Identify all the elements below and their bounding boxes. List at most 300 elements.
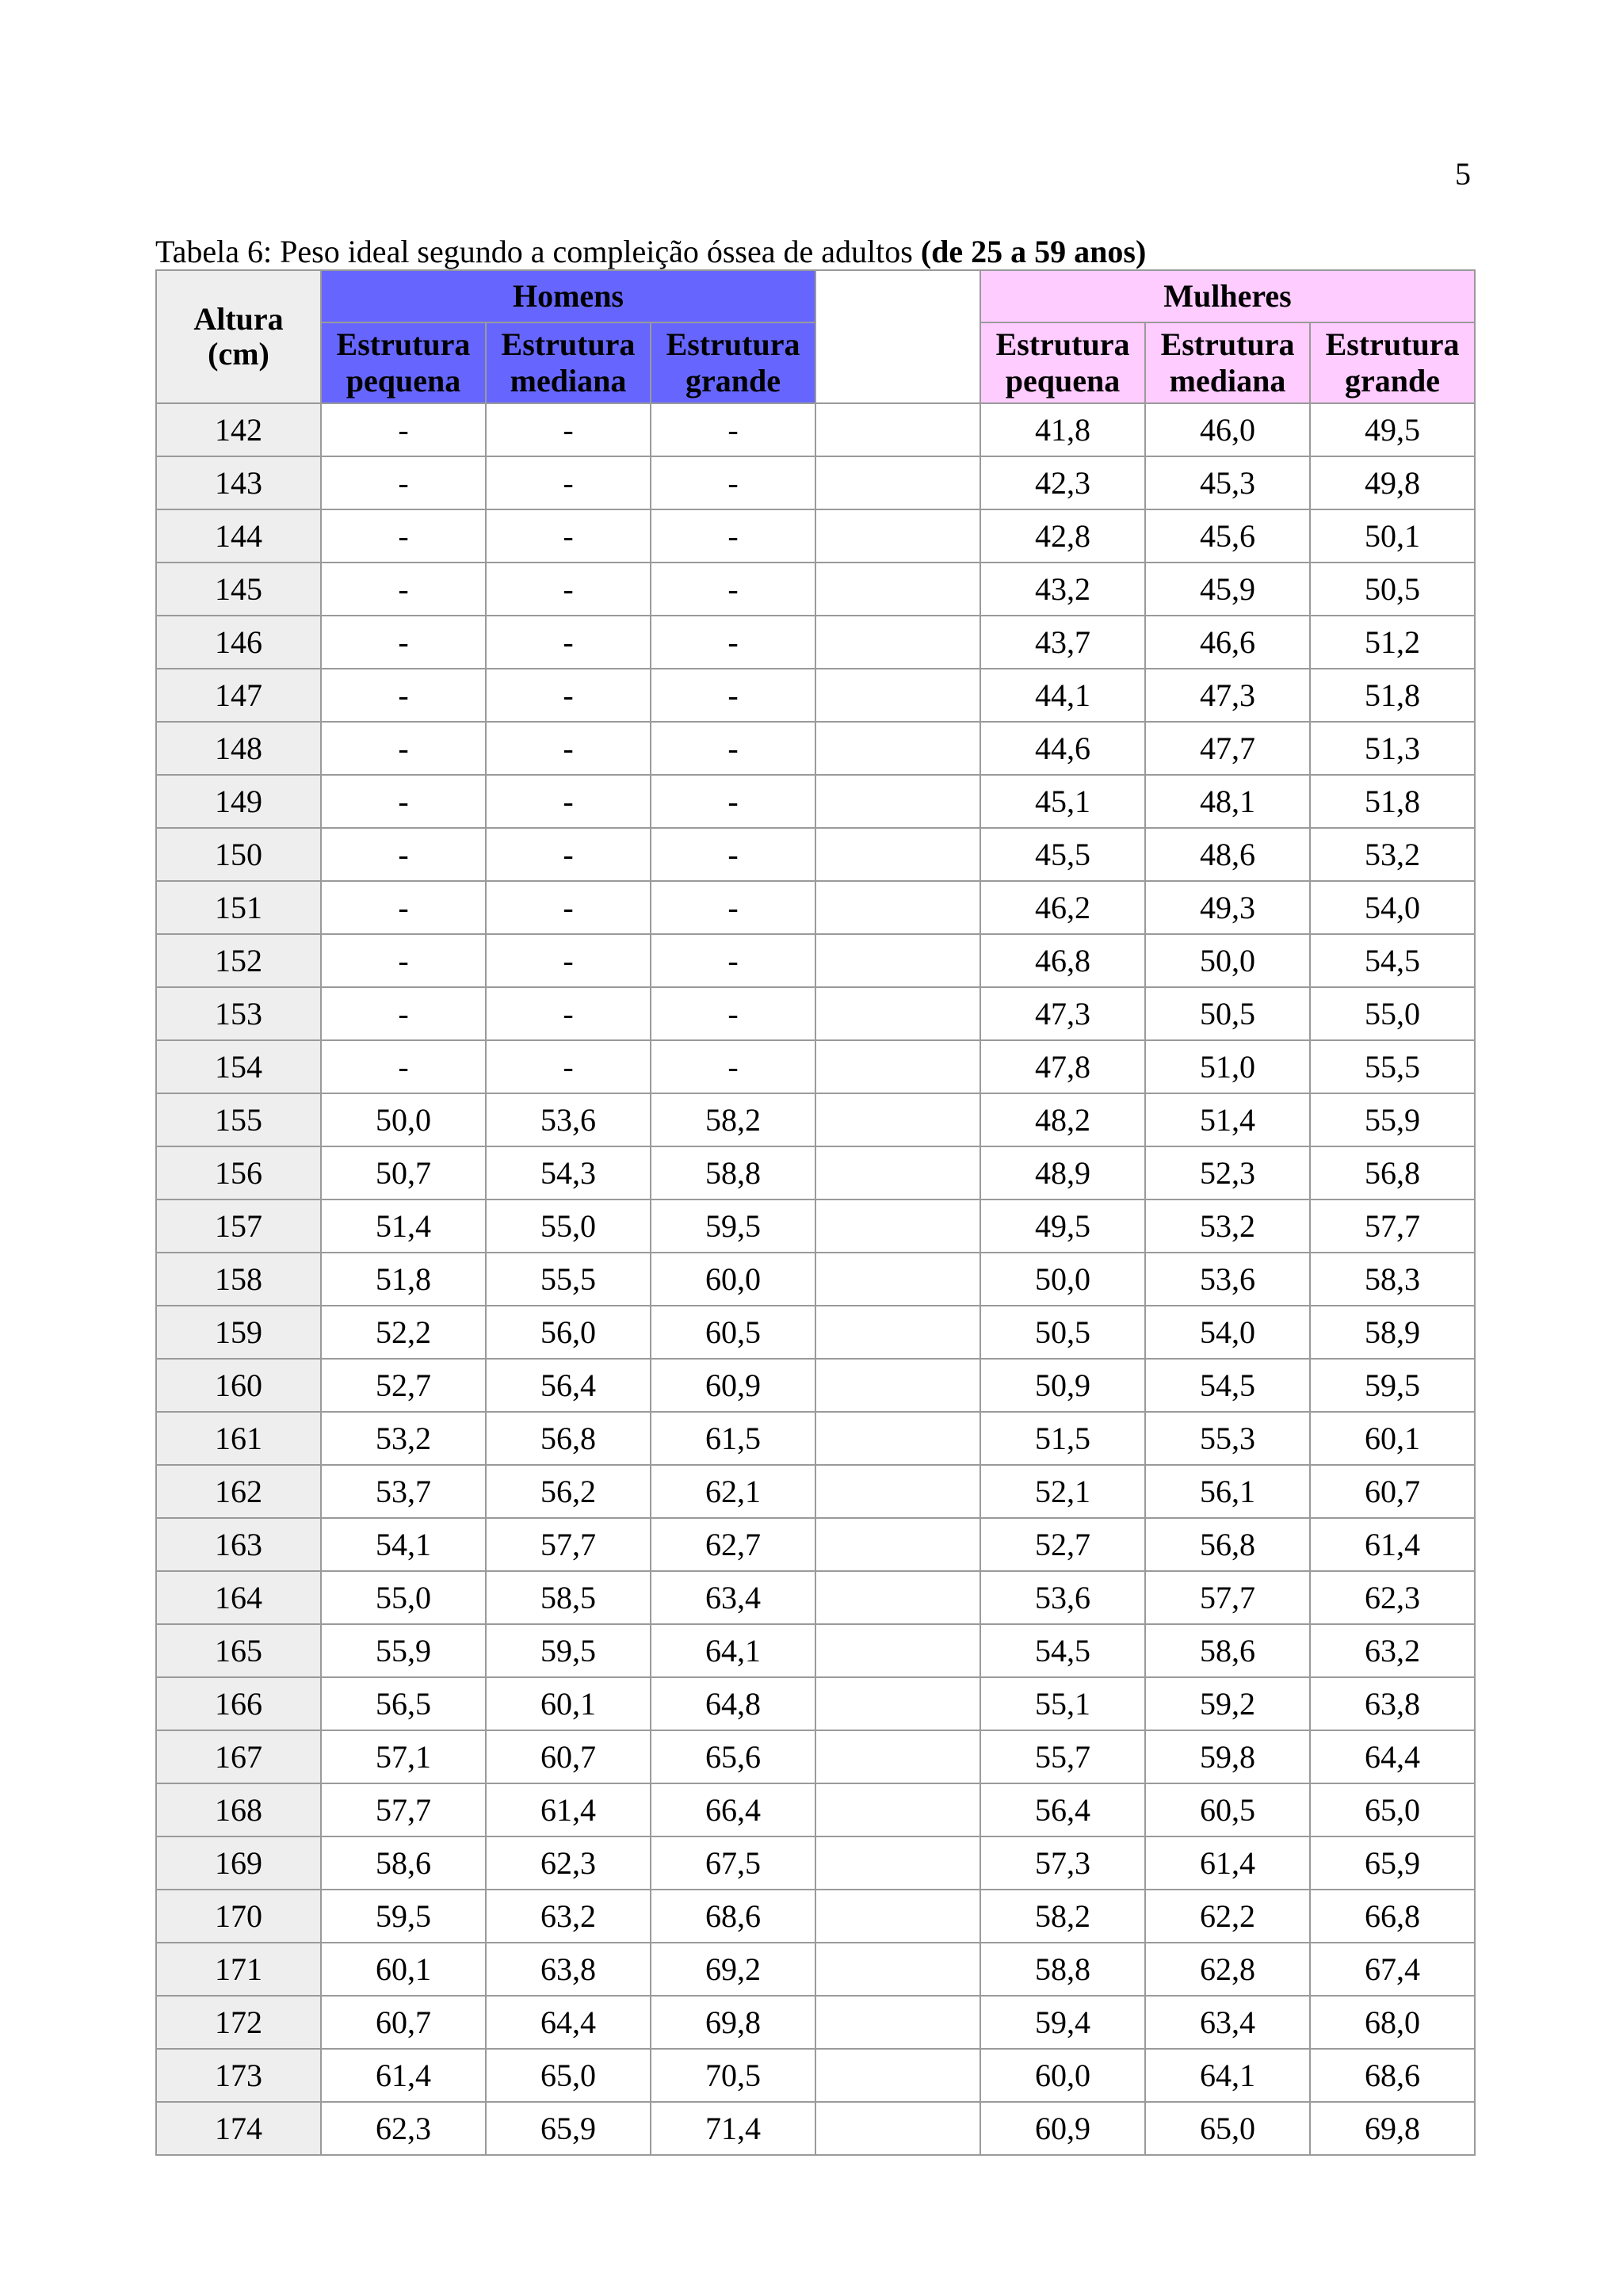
spacer-cell — [815, 1943, 980, 1996]
table-row — [156, 1836, 1475, 1890]
women-small-frame-cell: 41,8 — [980, 403, 1145, 456]
height-cell: 173 — [156, 2049, 321, 2102]
height-cell: 162 — [156, 1465, 321, 1518]
women-medium-frame-cell: 64,1 — [1145, 2049, 1310, 2102]
subheader-line1: Estrutura — [1325, 326, 1460, 362]
height-column-header — [156, 270, 321, 403]
height-cell: 149 — [156, 775, 321, 828]
men-large-frame-cell: 62,7 — [651, 1518, 815, 1571]
height-cell: 155 — [156, 1093, 321, 1146]
women-medium-frame-cell: 57,7 — [1145, 1571, 1310, 1624]
women-large-frame-cell: 55,5 — [1310, 1040, 1475, 1093]
women-small-frame-cell: 58,8 — [980, 1943, 1145, 1996]
women-large-frame-cell: 68,6 — [1310, 2049, 1475, 2102]
table-row — [156, 1730, 1475, 1783]
men-small-frame-cell: 52,2 — [321, 1306, 486, 1359]
women-medium-frame-cell: 59,2 — [1145, 1677, 1310, 1730]
men-large-frame-cell: 69,2 — [651, 1943, 815, 1996]
spacer-cell — [815, 1890, 980, 1943]
men-small-frame-cell: 52,7 — [321, 1359, 486, 1412]
height-cell: 161 — [156, 1412, 321, 1465]
spacer-cell — [815, 1412, 980, 1465]
women-medium-frame-cell: 45,6 — [1145, 509, 1310, 563]
men-group-header: Homens — [321, 270, 815, 322]
men-large-frame-cell: 58,2 — [651, 1093, 815, 1146]
subheader-line1: Estrutura — [995, 326, 1130, 362]
women-medium-frame-cell: 54,5 — [1145, 1359, 1310, 1412]
men-medium-frame-cell: - — [486, 775, 651, 828]
table-row — [156, 1677, 1475, 1730]
men-small-frame-cell: - — [321, 987, 486, 1040]
subheader-line2: pequena — [1005, 363, 1121, 399]
men-medium-frame-cell: 56,2 — [486, 1465, 651, 1518]
height-cell: 172 — [156, 1996, 321, 2049]
height-cell: 144 — [156, 509, 321, 563]
table-caption — [155, 233, 1146, 271]
table-row — [156, 616, 1475, 669]
spacer-cell — [815, 1359, 980, 1412]
men-medium-frame-cell: 53,6 — [486, 1093, 651, 1146]
women-small-frame-cell: 53,6 — [980, 1571, 1145, 1624]
women-small-frame-header — [980, 322, 1145, 403]
women-medium-frame-cell: 62,8 — [1145, 1943, 1310, 1996]
women-group-header: Mulheres — [980, 270, 1475, 322]
women-large-frame-header — [1310, 322, 1475, 403]
men-small-frame-cell: 56,5 — [321, 1677, 486, 1730]
men-medium-frame-cell: - — [486, 403, 651, 456]
women-medium-frame-cell: 60,5 — [1145, 1783, 1310, 1836]
men-large-frame-cell: 60,0 — [651, 1253, 815, 1306]
women-small-frame-cell: 60,9 — [980, 2102, 1145, 2155]
height-cell: 169 — [156, 1836, 321, 1890]
table-row — [156, 775, 1475, 828]
table-row — [156, 1465, 1475, 1518]
men-small-frame-cell: - — [321, 509, 486, 563]
men-large-frame-cell: 71,4 — [651, 2102, 815, 2155]
women-large-frame-cell: 63,2 — [1310, 1624, 1475, 1677]
women-medium-frame-cell: 46,6 — [1145, 616, 1310, 669]
table-row — [156, 1890, 1475, 1943]
men-large-frame-cell: 61,5 — [651, 1412, 815, 1465]
women-large-frame-cell: 54,0 — [1310, 881, 1475, 934]
table-row — [156, 1306, 1475, 1359]
men-small-frame-cell: - — [321, 616, 486, 669]
men-small-frame-cell: 61,4 — [321, 2049, 486, 2102]
women-medium-frame-cell: 47,7 — [1145, 722, 1310, 775]
women-medium-frame-cell: 45,9 — [1145, 563, 1310, 616]
men-large-frame-cell: - — [651, 828, 815, 881]
men-medium-frame-cell: 65,0 — [486, 2049, 651, 2102]
height-cell: 168 — [156, 1783, 321, 1836]
women-medium-frame-cell: 45,3 — [1145, 456, 1310, 509]
men-medium-frame-cell: 58,5 — [486, 1571, 651, 1624]
men-small-frame-cell: 50,0 — [321, 1093, 486, 1146]
men-small-frame-cell: 53,7 — [321, 1465, 486, 1518]
men-medium-frame-cell: 63,8 — [486, 1943, 651, 1996]
men-small-frame-cell: 57,7 — [321, 1783, 486, 1836]
subheader-line2: mediana — [1169, 363, 1286, 399]
men-small-frame-cell: - — [321, 403, 486, 456]
women-medium-frame-cell: 46,0 — [1145, 403, 1310, 456]
men-small-frame-cell: 55,9 — [321, 1624, 486, 1677]
height-header-label: Altura — [193, 301, 284, 337]
men-small-frame-cell: - — [321, 881, 486, 934]
subheader-line2: grande — [1345, 363, 1441, 399]
men-medium-frame-cell: - — [486, 616, 651, 669]
men-large-frame-cell: 70,5 — [651, 2049, 815, 2102]
table-row — [156, 1518, 1475, 1571]
table-row — [156, 987, 1475, 1040]
height-cell: 147 — [156, 669, 321, 722]
spacer-cell — [815, 1836, 980, 1890]
women-small-frame-cell: 43,2 — [980, 563, 1145, 616]
women-large-frame-cell: 60,1 — [1310, 1412, 1475, 1465]
women-large-frame-cell: 53,2 — [1310, 828, 1475, 881]
women-medium-frame-cell: 47,3 — [1145, 669, 1310, 722]
women-medium-frame-cell: 65,0 — [1145, 2102, 1310, 2155]
spacer-cell — [815, 2102, 980, 2155]
men-small-frame-cell: - — [321, 456, 486, 509]
spacer-cell — [815, 403, 980, 456]
table-row — [156, 1996, 1475, 2049]
subheader-line2: grande — [685, 363, 781, 399]
men-large-frame-cell: 63,4 — [651, 1571, 815, 1624]
men-large-frame-cell: - — [651, 616, 815, 669]
men-small-frame-cell: 55,0 — [321, 1571, 486, 1624]
table-row — [156, 2102, 1475, 2155]
men-small-frame-cell: 57,1 — [321, 1730, 486, 1783]
height-cell: 160 — [156, 1359, 321, 1412]
men-medium-frame-cell: - — [486, 669, 651, 722]
spacer-cell — [815, 1996, 980, 2049]
women-small-frame-cell: 58,2 — [980, 1890, 1145, 1943]
men-small-frame-cell: 60,1 — [321, 1943, 486, 1996]
height-cell: 170 — [156, 1890, 321, 1943]
women-large-frame-cell: 58,9 — [1310, 1306, 1475, 1359]
table-row — [156, 1253, 1475, 1306]
table-row — [156, 828, 1475, 881]
caption-text: Tabela 6: Peso ideal segundo a compleição óssea de adultos — [155, 234, 921, 269]
women-medium-frame-cell: 49,3 — [1145, 881, 1310, 934]
women-small-frame-cell: 48,2 — [980, 1093, 1145, 1146]
table-row — [156, 1359, 1475, 1412]
table-row — [156, 1146, 1475, 1199]
height-cell: 152 — [156, 934, 321, 987]
height-cell: 143 — [156, 456, 321, 509]
women-small-frame-cell: 47,8 — [980, 1040, 1145, 1093]
men-small-frame-cell: 60,7 — [321, 1996, 486, 2049]
women-small-frame-cell: 57,3 — [980, 1836, 1145, 1890]
women-large-frame-cell: 51,8 — [1310, 669, 1475, 722]
women-large-frame-cell: 51,3 — [1310, 722, 1475, 775]
spacer-cell — [815, 1093, 980, 1146]
women-medium-frame-cell: 52,3 — [1145, 1146, 1310, 1199]
women-large-frame-cell: 51,2 — [1310, 616, 1475, 669]
spacer-cell — [815, 2049, 980, 2102]
subheader-line1: Estrutura — [501, 326, 636, 362]
caption-age-range: (de 25 a 59 anos) — [920, 234, 1147, 269]
men-large-frame-cell: 62,1 — [651, 1465, 815, 1518]
women-large-frame-cell: 65,0 — [1310, 1783, 1475, 1836]
women-large-frame-cell: 50,5 — [1310, 563, 1475, 616]
men-small-frame-cell: - — [321, 563, 486, 616]
men-medium-frame-cell: 60,1 — [486, 1677, 651, 1730]
height-cell: 171 — [156, 1943, 321, 1996]
table-row — [156, 2049, 1475, 2102]
women-large-frame-cell: 57,7 — [1310, 1199, 1475, 1253]
women-medium-frame-cell: 54,0 — [1145, 1306, 1310, 1359]
women-medium-frame-cell: 61,4 — [1145, 1836, 1310, 1890]
men-large-frame-cell: 60,9 — [651, 1359, 815, 1412]
men-small-frame-cell: - — [321, 722, 486, 775]
women-medium-frame-cell: 53,2 — [1145, 1199, 1310, 1253]
women-small-frame-cell: 43,7 — [980, 616, 1145, 669]
men-small-frame-cell: 51,4 — [321, 1199, 486, 1253]
height-header-unit: (cm) — [208, 336, 269, 372]
men-medium-frame-cell: 61,4 — [486, 1783, 651, 1836]
men-large-frame-cell: 64,1 — [651, 1624, 815, 1677]
height-cell: 158 — [156, 1253, 321, 1306]
spacer-cell — [815, 669, 980, 722]
men-medium-frame-cell: - — [486, 828, 651, 881]
women-small-frame-cell: 59,4 — [980, 1996, 1145, 2049]
men-medium-frame-cell: - — [486, 934, 651, 987]
men-large-frame-cell: - — [651, 509, 815, 563]
men-medium-frame-cell: 62,3 — [486, 1836, 651, 1890]
men-large-frame-cell: - — [651, 403, 815, 456]
women-medium-frame-cell: 53,6 — [1145, 1253, 1310, 1306]
height-cell: 151 — [156, 881, 321, 934]
women-small-frame-cell: 44,1 — [980, 669, 1145, 722]
men-medium-frame-cell: 65,9 — [486, 2102, 651, 2155]
women-small-frame-cell: 54,5 — [980, 1624, 1145, 1677]
women-small-frame-cell: 50,0 — [980, 1253, 1145, 1306]
men-large-frame-cell: - — [651, 987, 815, 1040]
women-large-frame-cell: 49,5 — [1310, 403, 1475, 456]
men-large-frame-cell: 65,6 — [651, 1730, 815, 1783]
height-cell: 167 — [156, 1730, 321, 1783]
spacer-cell — [815, 722, 980, 775]
subheader-line2: pequena — [346, 363, 461, 399]
men-medium-frame-cell: - — [486, 722, 651, 775]
men-large-frame-cell: 60,5 — [651, 1306, 815, 1359]
men-medium-frame-cell: 56,4 — [486, 1359, 651, 1412]
women-small-frame-cell: 51,5 — [980, 1412, 1145, 1465]
men-small-frame-cell: - — [321, 828, 486, 881]
women-small-frame-cell: 46,2 — [980, 881, 1145, 934]
men-medium-frame-cell: - — [486, 1040, 651, 1093]
men-small-frame-cell: 50,7 — [321, 1146, 486, 1199]
height-cell: 159 — [156, 1306, 321, 1359]
women-small-frame-cell: 42,3 — [980, 456, 1145, 509]
height-cell: 145 — [156, 563, 321, 616]
table-row — [156, 1412, 1475, 1465]
height-cell: 164 — [156, 1571, 321, 1624]
women-small-frame-cell: 52,7 — [980, 1518, 1145, 1571]
table-body — [156, 403, 1475, 2155]
men-small-frame-cell: 54,1 — [321, 1518, 486, 1571]
women-large-frame-cell: 64,4 — [1310, 1730, 1475, 1783]
men-medium-frame-cell: - — [486, 881, 651, 934]
table-row — [156, 1093, 1475, 1146]
spacer-cell — [815, 1571, 980, 1624]
women-medium-frame-header — [1145, 322, 1310, 403]
men-medium-frame-cell: 56,8 — [486, 1412, 651, 1465]
men-small-frame-cell: - — [321, 669, 486, 722]
men-small-frame-header — [321, 322, 486, 403]
spacer-cell — [815, 616, 980, 669]
men-medium-frame-cell: 55,0 — [486, 1199, 651, 1253]
spacer-cell — [815, 1783, 980, 1836]
women-medium-frame-cell: 50,0 — [1145, 934, 1310, 987]
height-cell: 148 — [156, 722, 321, 775]
subheader-line1: Estrutura — [1160, 326, 1295, 362]
spacer-cell — [815, 1306, 980, 1359]
table-row — [156, 1624, 1475, 1677]
women-large-frame-cell: 65,9 — [1310, 1836, 1475, 1890]
table-row — [156, 1943, 1475, 1996]
men-medium-frame-cell: 54,3 — [486, 1146, 651, 1199]
women-large-frame-cell: 56,8 — [1310, 1146, 1475, 1199]
subheader-line2: mediana — [510, 363, 627, 399]
table-row — [156, 509, 1475, 563]
table-row — [156, 722, 1475, 775]
table-row — [156, 881, 1475, 934]
men-medium-frame-cell: 57,7 — [486, 1518, 651, 1571]
spacer-cell — [815, 563, 980, 616]
spacer-cell — [815, 1040, 980, 1093]
men-large-frame-cell: - — [651, 722, 815, 775]
men-medium-frame-cell: - — [486, 509, 651, 563]
table-row — [156, 403, 1475, 456]
height-cell: 163 — [156, 1518, 321, 1571]
women-small-frame-cell: 46,8 — [980, 934, 1145, 987]
men-large-frame-cell: 64,8 — [651, 1677, 815, 1730]
height-cell: 146 — [156, 616, 321, 669]
height-cell: 165 — [156, 1624, 321, 1677]
men-large-frame-cell: - — [651, 934, 815, 987]
women-large-frame-cell: 55,0 — [1310, 987, 1475, 1040]
spacer-cell — [815, 828, 980, 881]
men-large-frame-cell: 69,8 — [651, 1996, 815, 2049]
table-row — [156, 563, 1475, 616]
height-cell: 166 — [156, 1677, 321, 1730]
men-medium-frame-cell: 60,7 — [486, 1730, 651, 1783]
men-medium-frame-cell: 55,5 — [486, 1253, 651, 1306]
women-small-frame-cell: 45,1 — [980, 775, 1145, 828]
women-large-frame-cell: 50,1 — [1310, 509, 1475, 563]
height-cell: 150 — [156, 828, 321, 881]
women-small-frame-cell: 55,1 — [980, 1677, 1145, 1730]
women-small-frame-cell: 50,5 — [980, 1306, 1145, 1359]
men-large-frame-cell: 66,4 — [651, 1783, 815, 1836]
men-large-frame-cell: 67,5 — [651, 1836, 815, 1890]
women-medium-frame-cell: 48,6 — [1145, 828, 1310, 881]
men-medium-frame-cell: 64,4 — [486, 1996, 651, 2049]
table-row — [156, 1040, 1475, 1093]
table-row — [156, 1783, 1475, 1836]
women-large-frame-cell: 62,3 — [1310, 1571, 1475, 1624]
spacer-cell — [815, 1146, 980, 1199]
women-large-frame-cell: 51,8 — [1310, 775, 1475, 828]
women-large-frame-cell: 54,5 — [1310, 934, 1475, 987]
spacer-cell — [815, 1624, 980, 1677]
women-medium-frame-cell: 50,5 — [1145, 987, 1310, 1040]
women-large-frame-cell: 66,8 — [1310, 1890, 1475, 1943]
women-small-frame-cell: 48,9 — [980, 1146, 1145, 1199]
ideal-weight-table — [155, 269, 1476, 2156]
women-large-frame-cell: 68,0 — [1310, 1996, 1475, 2049]
women-medium-frame-cell: 59,8 — [1145, 1730, 1310, 1783]
table-row — [156, 456, 1475, 509]
women-medium-frame-cell: 48,1 — [1145, 775, 1310, 828]
men-small-frame-cell: - — [321, 775, 486, 828]
table-row — [156, 1571, 1475, 1624]
women-small-frame-cell: 45,5 — [980, 828, 1145, 881]
spacer-cell — [815, 456, 980, 509]
men-large-frame-cell: - — [651, 775, 815, 828]
spacer-cell — [815, 934, 980, 987]
men-small-frame-cell: - — [321, 934, 486, 987]
women-medium-frame-cell: 56,8 — [1145, 1518, 1310, 1571]
men-small-frame-cell: 58,6 — [321, 1836, 486, 1890]
height-cell: 154 — [156, 1040, 321, 1093]
women-medium-frame-cell: 58,6 — [1145, 1624, 1310, 1677]
men-medium-frame-cell: - — [486, 456, 651, 509]
spacer-cell — [815, 1730, 980, 1783]
women-medium-frame-cell: 56,1 — [1145, 1465, 1310, 1518]
men-large-frame-header — [651, 322, 815, 403]
men-medium-frame-cell: 63,2 — [486, 1890, 651, 1943]
women-small-frame-cell: 60,0 — [980, 2049, 1145, 2102]
men-small-frame-cell: 51,8 — [321, 1253, 486, 1306]
men-medium-frame-cell: - — [486, 987, 651, 1040]
men-large-frame-cell: - — [651, 1040, 815, 1093]
women-small-frame-cell: 42,8 — [980, 509, 1145, 563]
spacer-cell — [815, 1518, 980, 1571]
women-small-frame-cell: 55,7 — [980, 1730, 1145, 1783]
women-large-frame-cell: 63,8 — [1310, 1677, 1475, 1730]
women-large-frame-cell: 59,5 — [1310, 1359, 1475, 1412]
men-medium-frame-cell: - — [486, 563, 651, 616]
spacer-column-header — [815, 270, 980, 403]
spacer-cell — [815, 1465, 980, 1518]
women-large-frame-cell: 69,8 — [1310, 2102, 1475, 2155]
women-small-frame-cell: 47,3 — [980, 987, 1145, 1040]
men-small-frame-cell: 59,5 — [321, 1890, 486, 1943]
women-large-frame-cell: 61,4 — [1310, 1518, 1475, 1571]
women-large-frame-cell: 67,4 — [1310, 1943, 1475, 1996]
height-cell: 142 — [156, 403, 321, 456]
table-row — [156, 669, 1475, 722]
height-cell: 157 — [156, 1199, 321, 1253]
men-small-frame-cell: - — [321, 1040, 486, 1093]
women-large-frame-cell: 49,8 — [1310, 456, 1475, 509]
men-large-frame-cell: 68,6 — [651, 1890, 815, 1943]
men-large-frame-cell: 59,5 — [651, 1199, 815, 1253]
women-small-frame-cell: 56,4 — [980, 1783, 1145, 1836]
men-large-frame-cell: - — [651, 456, 815, 509]
height-cell: 174 — [156, 2102, 321, 2155]
men-large-frame-cell: 58,8 — [651, 1146, 815, 1199]
spacer-cell — [815, 1253, 980, 1306]
spacer-cell — [815, 987, 980, 1040]
women-small-frame-cell: 52,1 — [980, 1465, 1145, 1518]
height-cell: 153 — [156, 987, 321, 1040]
women-large-frame-cell: 58,3 — [1310, 1253, 1475, 1306]
table-row — [156, 934, 1475, 987]
men-medium-frame-cell: 59,5 — [486, 1624, 651, 1677]
